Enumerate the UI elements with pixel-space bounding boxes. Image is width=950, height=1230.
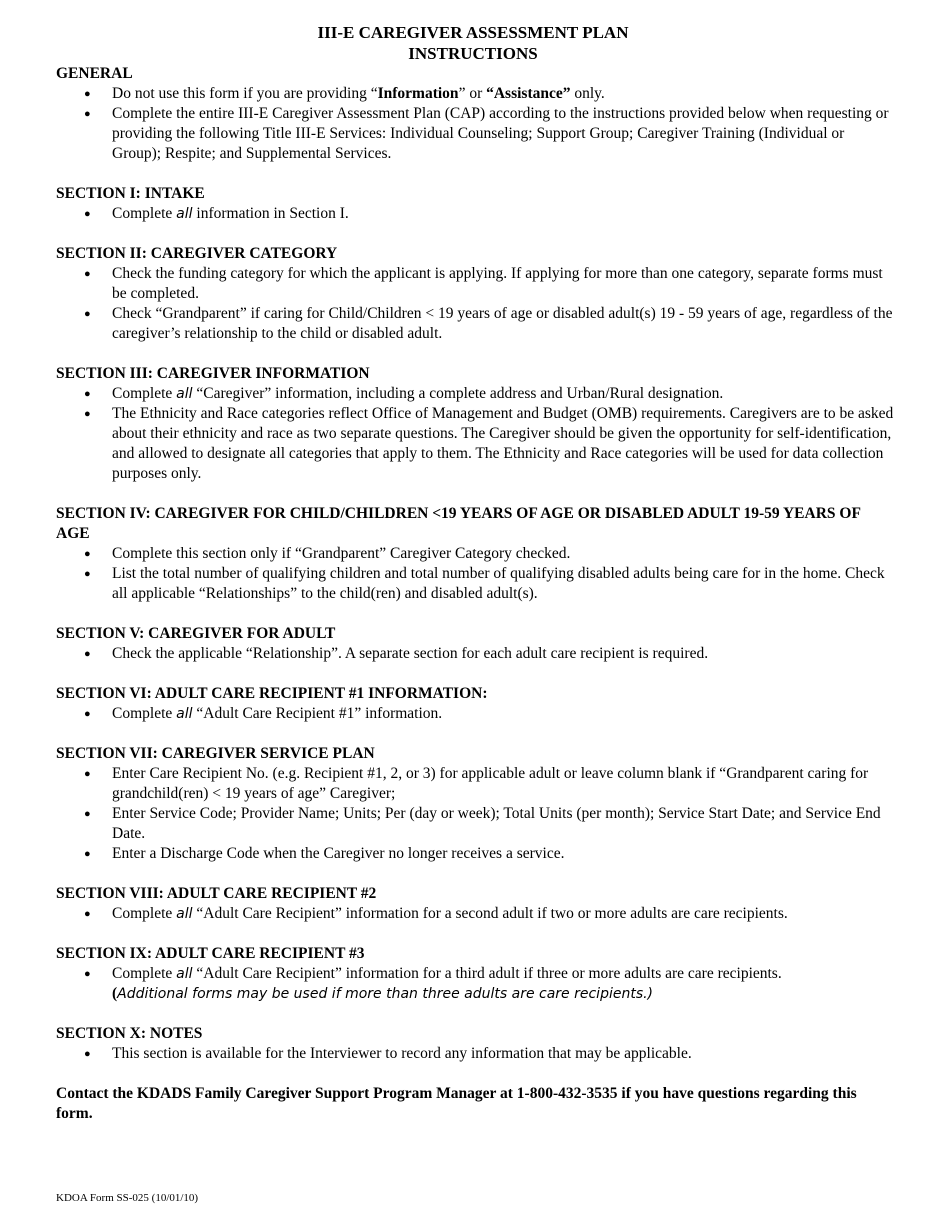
text: Check the applicable “Relationship”. A separate section for each adult care recipient is required. [112, 645, 709, 662]
bullet-icon: ● [84, 968, 91, 980]
list-item [56, 844, 896, 864]
section-heading: SECTION III: CAREGIVER INFORMATION [56, 365, 370, 382]
bullet-list [56, 964, 896, 1004]
section-heading: GENERAL [56, 65, 133, 82]
bullet-icon: ● [84, 388, 91, 400]
list-item [56, 764, 896, 804]
text: information in Section I. [192, 205, 349, 222]
text: “Adult Care Recipient #1” information. [192, 705, 443, 722]
section-1 [56, 184, 896, 224]
bold-text: “Assistance” [486, 85, 571, 102]
bullet-icon: ● [84, 708, 91, 720]
title-line-2: INSTRUCTIONS [408, 44, 538, 63]
list-item [56, 264, 896, 304]
bullet-icon: ● [84, 208, 91, 220]
section-2 [56, 244, 896, 344]
section-8 [56, 884, 896, 924]
section-general [56, 64, 896, 164]
bullet-list [56, 704, 896, 724]
text: “Adult Care Recipient” information for a third adult if three or more adults are care recipients. [192, 965, 782, 982]
list-item [56, 564, 896, 604]
bullet-list [56, 84, 896, 164]
list-item [56, 204, 896, 224]
section-heading: SECTION X: NOTES [56, 1025, 203, 1042]
bullet-icon: ● [84, 808, 91, 820]
bullet-list [56, 264, 896, 344]
bullet-list [56, 204, 896, 224]
list-item [56, 704, 896, 724]
bullet-icon: ● [84, 908, 91, 920]
emphasis: all [176, 706, 193, 722]
text: The Ethnicity and Race categories reflect Office of Management and Budget (OMB) requirements. Caregivers are to be asked about their ethnicity and race as two separate questions. The Caregiver should be given the opportunity for self-identification, and allowed to designate all categories that apply to them. The Ethnicity and Race categories will be used for data collection purposes only. [112, 405, 894, 482]
bullet-list [56, 544, 896, 604]
text: Check the funding category for which the applicant is applying. If applying for more than one category, separate forms must be completed. [112, 265, 883, 302]
text: Enter Service Code; Provider Name; Units; Per (day or week); Total Units (per month); Service Start Date; and Service End Date. [112, 805, 881, 842]
bullet-icon: ● [84, 408, 91, 420]
bullet-icon: ● [84, 768, 91, 780]
section-heading: SECTION IX: ADULT CARE RECIPIENT #3 [56, 945, 365, 962]
section-7 [56, 744, 896, 864]
list-item [56, 964, 896, 1004]
section-heading: SECTION V: CAREGIVER FOR ADULT [56, 625, 336, 642]
list-item [56, 104, 896, 164]
text: Check “Grandparent” if caring for Child/Children < 19 years of age or disabled adult(s) 19 - 59 years of age, regardless of the caregiver’s relationship to the child or disabled adult. [112, 305, 893, 342]
list-item [56, 404, 896, 484]
bullet-list [56, 384, 896, 484]
section-6 [56, 684, 896, 724]
text: List the total number of qualifying children and total number of qualifying disabled adults being care for in the home. Check all applicable “Relationships” to the child(ren) and disabled adult(s). [112, 565, 885, 602]
text: Complete [112, 905, 177, 922]
text: Complete the entire III-E Caregiver Assessment Plan (CAP) according to the instructions provided below when requesting or providing the following Title III-E Services: Individual Counseling; Support Group; Caregiver Training (Individual or Group); Respite; and Supplemental Services. [112, 105, 889, 162]
bold-text: Information [377, 85, 459, 102]
text: Complete this section only if “Grandparent” Caregiver Category checked. [112, 545, 571, 562]
text: Complete [112, 965, 177, 982]
bullet-icon: ● [84, 88, 91, 100]
bullet-icon: ● [84, 108, 91, 120]
section-10 [56, 1024, 896, 1064]
bullet-icon: ● [84, 268, 91, 280]
bullet-icon: ● [84, 648, 91, 660]
contact-note: Contact the KDADS Family Caregiver Support Program Manager at 1-800-432-3535 if you have questions regarding this form. [56, 1085, 857, 1122]
section-heading: SECTION VI: ADULT CARE RECIPIENT #1 INFORMATION: [56, 685, 488, 702]
emphasis: all [176, 386, 193, 402]
list-item [56, 544, 896, 564]
text: Do not use this form if you are providing “ [112, 85, 378, 102]
title-line-1: III-E CAREGIVER ASSESSMENT PLAN [317, 23, 629, 42]
section-4 [56, 504, 896, 604]
list-item [56, 384, 896, 404]
bullet-list [56, 644, 896, 664]
paren-open: ( [112, 985, 118, 1002]
italic-note: Additional forms may be used if more than three adults are care recipients.) [117, 986, 654, 1002]
section-3 [56, 364, 896, 484]
text: Complete [112, 205, 177, 222]
text: Enter Care Recipient No. (e.g. Recipient #1, 2, or 3) for applicable adult or leave column blank if “Grandparent caring for grandchild(ren) < 19 years of age” Caregiver; [112, 765, 869, 802]
section-9 [56, 944, 896, 1004]
text: ” or [458, 85, 487, 102]
section-heading: SECTION II: CAREGIVER CATEGORY [56, 245, 338, 262]
emphasis: all [176, 206, 193, 222]
text: “Adult Care Recipient” information for a second adult if two or more adults are care recipients. [192, 905, 788, 922]
text: Complete [112, 385, 177, 402]
list-item [56, 304, 896, 344]
emphasis: all [176, 906, 193, 922]
instructions-page [56, 22, 896, 1124]
text: This section is available for the Interviewer to record any information that may be applicable. [112, 1045, 692, 1062]
bullet-icon: ● [84, 548, 91, 560]
bullet-icon: ● [84, 308, 91, 320]
form-footer: KDOA Form SS-025 (10/01/10) [56, 1192, 199, 1204]
bullet-list [56, 904, 896, 924]
list-item [56, 1044, 896, 1064]
list-item [56, 804, 896, 844]
bullet-list [56, 764, 896, 864]
bullet-icon: ● [84, 568, 91, 580]
document-title [50, 22, 896, 64]
section-heading: SECTION VIII: ADULT CARE RECIPIENT #2 [56, 885, 377, 902]
text: “Caregiver” information, including a complete address and Urban/Rural designation. [192, 385, 724, 402]
list-item [56, 904, 896, 924]
section-5 [56, 624, 896, 664]
text: Complete [112, 705, 177, 722]
section-heading: SECTION IV: CAREGIVER FOR CHILD/CHILDREN <19 YEARS OF AGE OR DISABLED ADULT 19-59 YEARS OF AGE [56, 505, 861, 542]
text: only. [570, 85, 605, 102]
bullet-icon: ● [84, 848, 91, 860]
section-heading: SECTION I: INTAKE [56, 185, 205, 202]
text: Enter a Discharge Code when the Caregiver no longer receives a service. [112, 845, 565, 862]
list-item [56, 84, 896, 104]
emphasis: all [176, 966, 193, 982]
list-item [56, 644, 896, 664]
bullet-list [56, 1044, 896, 1064]
bullet-icon: ● [84, 1048, 91, 1060]
section-heading: SECTION VII: CAREGIVER SERVICE PLAN [56, 745, 375, 762]
